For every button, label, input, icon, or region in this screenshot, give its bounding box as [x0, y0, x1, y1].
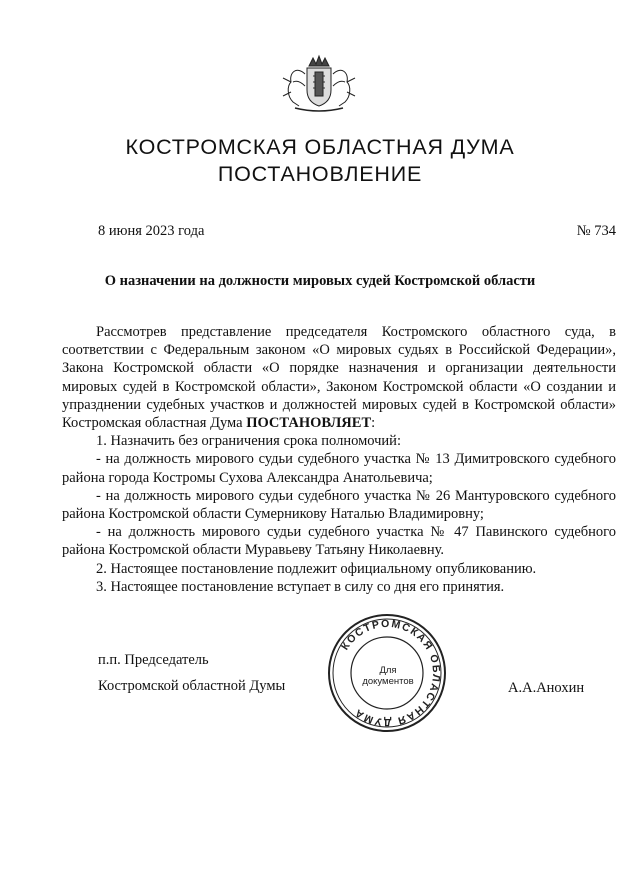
signatory-name: А.А.Анохин: [508, 680, 585, 696]
resolves-word: ПОСТАНОВЛЯЕТ: [246, 415, 372, 432]
item-1a: - на должность мирового судьи судебного участка № 13 Димитровского судебного района города Костромы Сухова Александра Анатольевича;: [62, 451, 616, 486]
document-date: 8 июня 2023 года: [98, 223, 205, 239]
intro-text: Рассмотрев представление председателя Костромского областного суда, в соответствии с Федеральным законом «О мировых судьях в Российской Федерации», Закона Костромской области «О порядке назначения и организации деятельности мировых судей в Костромской области», Законом Костромской области «О создании и упразднении судебных участков и должностей мировых судей в Костромской области» Костромская областная Дума: [62, 324, 616, 432]
stamp-center-line2: документов: [362, 676, 414, 687]
document-subject: О назначении на должности мировых судей Костромской области: [104, 273, 536, 289]
stamp-center-text: [348, 665, 428, 687]
signatory-title-line1: п.п. Председатель: [98, 652, 209, 668]
item-1b: - на должность мирового судьи судебного участка № 26 Мантуровского судебного района Костромской области Сумерникову Наталью Владимировну;: [62, 487, 616, 523]
item-2: 2. Настоящее постановление подлежит официальному опубликованию.: [96, 560, 537, 577]
signatory-title-line2: Костромской областной Думы: [98, 678, 286, 694]
document-type: ПОСТАНОВЛЕНИЕ: [217, 162, 423, 186]
stamp-ring-text: КОСТРОМСКАЯ ОБЛАСТНАЯ ДУМА: [339, 617, 443, 729]
intro-paragraph: [62, 323, 616, 432]
stamp-center-line1: Для: [379, 665, 397, 676]
org-name: КОСТРОМСКАЯ ОБЛАСТНАЯ ДУМА: [125, 135, 515, 159]
resolves-colon: :: [371, 415, 376, 432]
item-3: 3. Настоящее постановление вступает в силу со дня его принятия.: [96, 578, 505, 595]
document-body: [62, 323, 616, 596]
item-1: 1. Назначить без ограничения срока полномочий:: [96, 433, 401, 450]
coat-of-arms-emblem: [269, 52, 369, 114]
item-1c: - на должность мирового судьи судебного участка № 47 Павинского судебного района Костромской области Муравьеву Татьяну Николаевну.: [62, 524, 616, 559]
document-number: № 734: [576, 223, 616, 239]
